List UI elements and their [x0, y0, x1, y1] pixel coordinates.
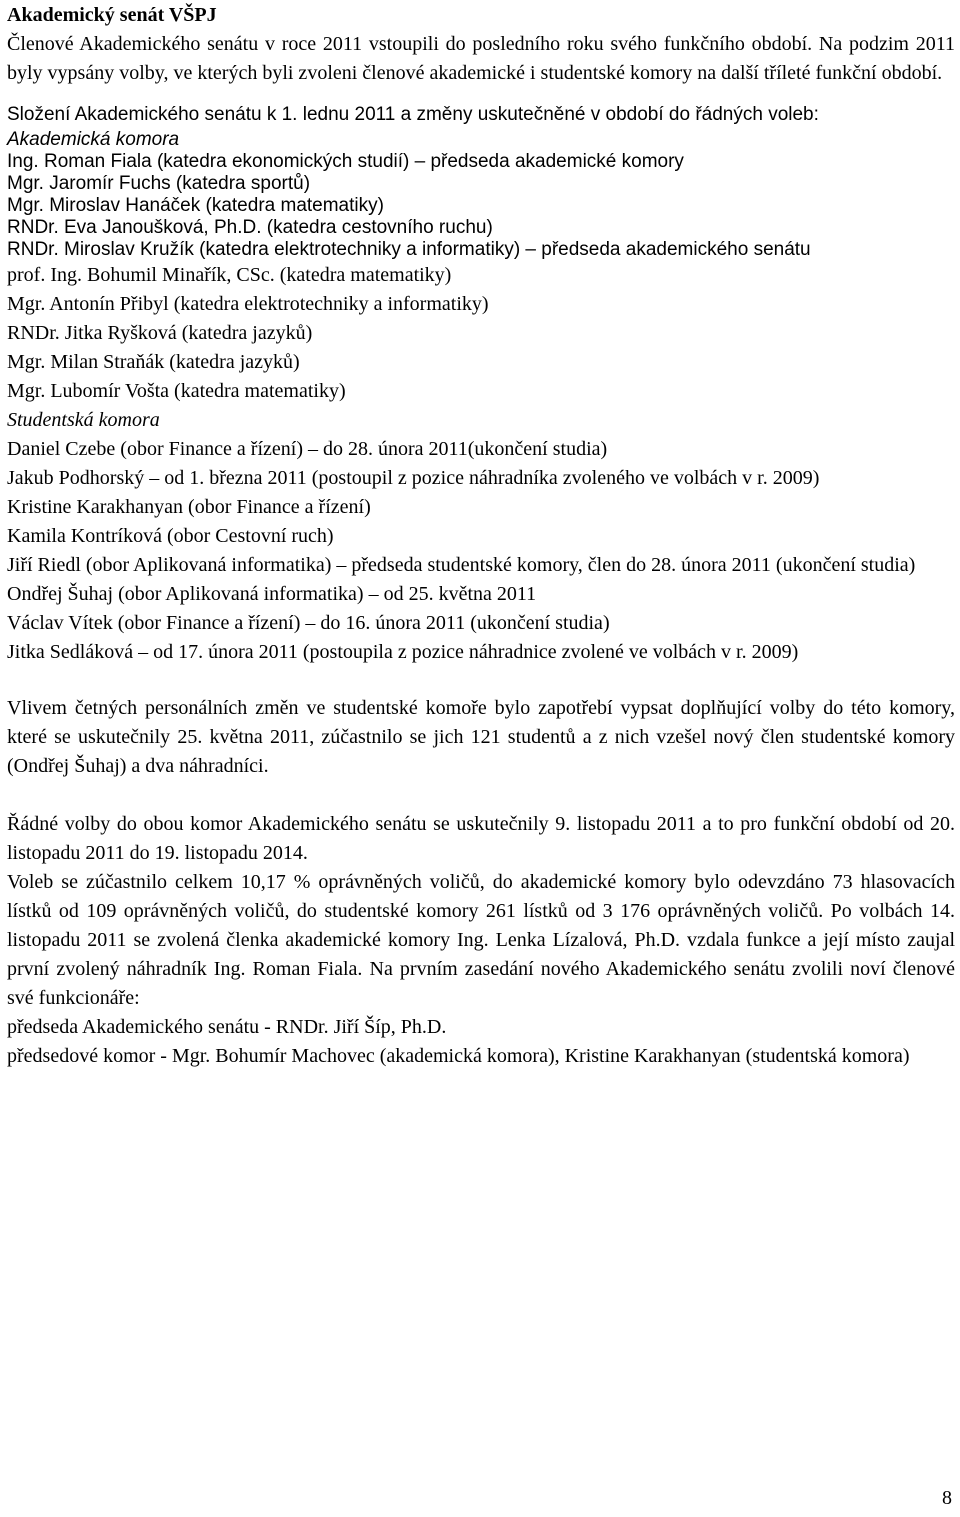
academic-member: RNDr. Jitka Ryšková (katedra jazyků) — [7, 322, 313, 344]
academic-members-list — [7, 151, 955, 261]
academic-member: Ing. Roman Fiala (katedra ekonomických studií) – předseda akademické komory — [7, 151, 684, 172]
document-title: Akademický senát VŠPJ — [7, 4, 217, 26]
student-member: Daniel Czebe (obor Finance a řízení) – do 28. února 2011(ukončení studia) — [7, 438, 608, 460]
composition-heading: Složení Akademického senátu k 1. lednu 2011 a změny uskutečněné v období do řádných voleb: — [7, 104, 819, 125]
document-page — [7, 0, 955, 1071]
student-member: Ondřej Šuhaj (obor Aplikovaná informatika) – od 25. května 2011 — [7, 583, 537, 605]
composition-section — [7, 100, 955, 261]
academic-chamber-title: Akademická komora — [7, 129, 180, 150]
regular-elections-paragraph: Řádné volby do obou komor Akademického senátu se uskutečnily 9. listopadu 2011 a to pro funkční období od 20. listopadu 2011 do 19. listopadu 2014. — [7, 813, 955, 864]
supplementary-elections-paragraph: Vlivem četných personálních změn ve studentské komoře bylo zapotřebí vypsat doplňující volby do této komory, které se uskutečnily 25. května 2011, zúčastnilo se jich 121 studentů a z nich vzešel nový člen studentské komory (Ondřej Šuhaj) a dva náhradníci. — [7, 697, 955, 777]
academic-member: prof. Ing. Bohumil Minařík, CSc. (katedra matematiky) — [7, 264, 452, 286]
turnout-paragraph: Voleb se zúčastnilo celkem 10,17 % oprávněných voličů, do akademické komory bylo odevzdáno 73 hlasovacích lístků od 109 oprávněných voličů, do studentské komory 261 lístků od 3 176 oprávněných voličů. Po volbách 14. listopadu 2011 se zvolená členka akademické komory Ing. Lenka Lízalová, Ph.D. vzdala funkce a její místo zaujal první zvolený náhradník Ing. Roman Fiala. Na prvním zasedání nového Akademického senátu zvolili noví členové své funkcionáře: — [7, 871, 955, 1009]
senate-chair-line: předseda Akademického senátu - RNDr. Jiří Šíp, Ph.D. — [7, 1016, 447, 1038]
academic-member: RNDr. Miroslav Kružík (katedra elektrotechniky a informatiky) – předseda akademického senátu — [7, 239, 811, 260]
student-member: Kristine Karakhanyan (obor Finance a řízení) — [7, 496, 371, 518]
intro-paragraph: Členové Akademického senátu v roce 2011 vstoupili do posledního roku svého funkčního období. Na podzim 2011 byly vypsány volby, ve kterých byli zvoleni členové akademické i studentské komory na další tříleté funkční období. — [7, 33, 955, 84]
academic-member: Mgr. Lubomír Vošta (katedra matematiky) — [7, 380, 346, 402]
academic-member: Mgr. Miroslav Hanáček (katedra matematiky) — [7, 195, 384, 216]
academic-member: Mgr. Milan Straňák (katedra jazyků) — [7, 351, 300, 373]
student-member: Václav Vítek (obor Finance a řízení) – do 16. února 2011 (ukončení studia) — [7, 612, 610, 634]
student-section — [7, 406, 955, 667]
academic-member: RNDr. Eva Janoušková, Ph.D. (katedra cestovního ruchu) — [7, 217, 493, 238]
student-member: Jakub Podhorský – od 1. března 2011 (postoupil z pozice náhradníka zvoleného ve volbách v r. 2009) — [7, 467, 820, 489]
page-number: 8 — [942, 1487, 952, 1509]
student-member: Kamila Kontríková (obor Cestovní ruch) — [7, 525, 334, 547]
academic-member: Mgr. Antonín Přibyl (katedra elektrotechniky a informatiky) — [7, 293, 489, 315]
student-chamber-title: Studentská komora — [7, 409, 160, 431]
academic-members-list-continued — [7, 261, 955, 406]
student-member: Jiří Riedl (obor Aplikovaná informatika) – předseda studentské komory, člen do 28. února 2011 (ukončení studia) — [7, 554, 916, 576]
chamber-chairs-line: předsedové komor - Mgr. Bohumír Machovec (akademická komora), Kristine Karakhanyan (studentská komora) — [7, 1045, 910, 1067]
academic-member: Mgr. Jaromír Fuchs (katedra sportů) — [7, 173, 311, 194]
student-member: Jitka Sedláková – od 17. února 2011 (postoupila z pozice náhradnice zvolené ve volbách v r. 2009) — [7, 641, 799, 663]
